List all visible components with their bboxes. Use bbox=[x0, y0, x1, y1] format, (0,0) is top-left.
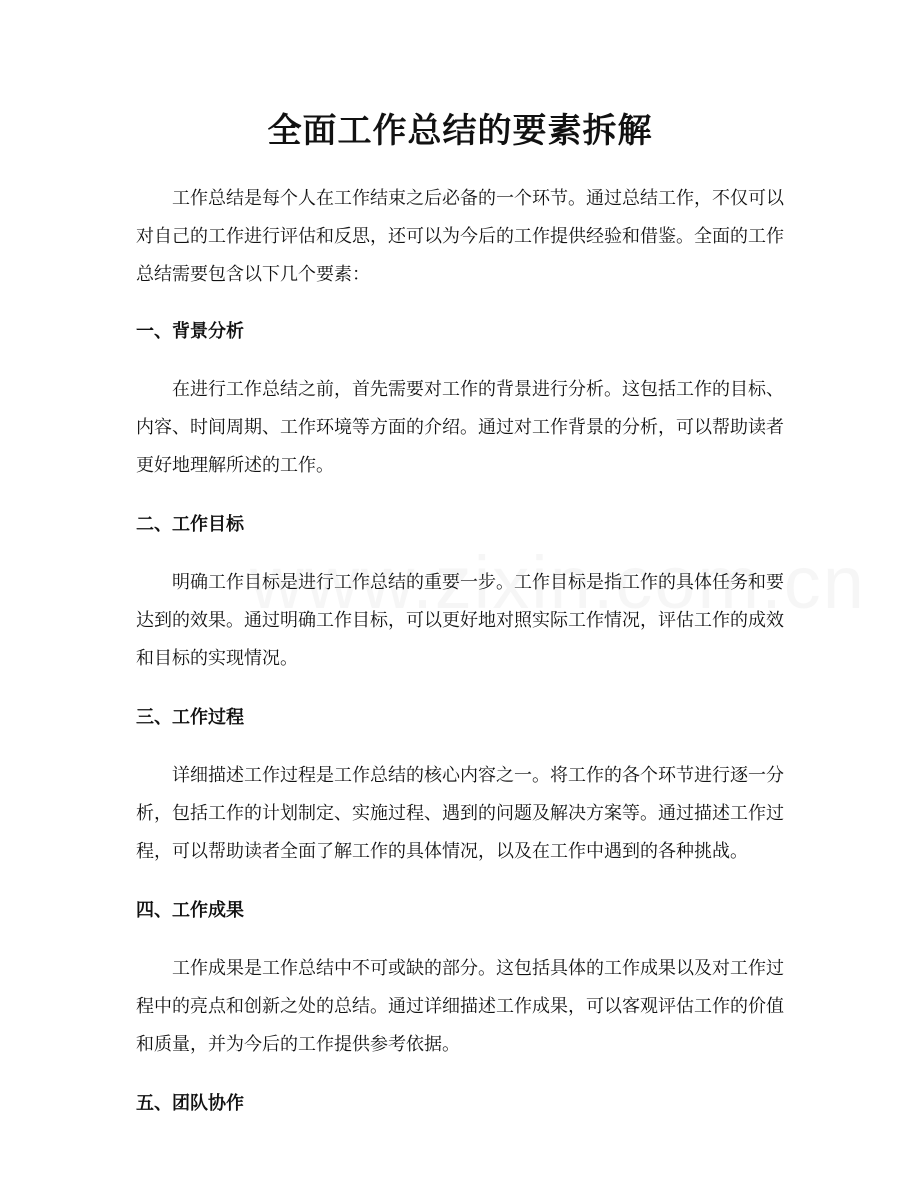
intro-paragraph: 工作总结是每个人在工作结束之后必备的一个环节。通过总结工作，不仅可以对自己的工作进行评估和反思，还可以为今后的工作提供经验和借鉴。全面的工作总结需要包含以下几个要素： bbox=[136, 188, 784, 285]
section-paragraph: 详细描述工作过程是工作总结的核心内容之一。将工作的各个环节进行逐一分析，包括工作的计划制定、实施过程、遇到的问题及解决方案等。通过描述工作过程，可以帮助读者全面了解工作的具体情况，以及在工作中遇到的各种挑战。 bbox=[136, 765, 784, 862]
section-heading: 四、工作成果 bbox=[136, 900, 244, 921]
section-paragraph: 明确工作目标是进行工作总结的重要一步。工作目标是指工作的具体任务和要达到的效果。通过明确工作目标，可以更好地对照实际工作情况，评估工作的成效和目标的实现情况。 bbox=[136, 572, 784, 669]
section-heading: 一、背景分析 bbox=[136, 321, 244, 342]
section-paragraph: 工作成果是工作总结中不可或缺的部分。这包括具体的工作成果以及对工作过程中的亮点和创新之处的总结。通过详细描述工作成果，可以客观评估工作的价值和质量，并为今后的工作提供参考依据。 bbox=[136, 958, 784, 1055]
section-heading: 五、团队协作 bbox=[136, 1093, 244, 1114]
document-title: 全面工作总结的要素拆解 bbox=[267, 111, 653, 151]
section-paragraph: 在进行工作总结之前，首先需要对工作的背景进行分析。这包括工作的目标、内容、时间周期、工作环境等方面的介绍。通过对工作背景的分析，可以帮助读者更好地理解所述的工作。 bbox=[136, 379, 784, 476]
document-body bbox=[136, 180, 784, 1123]
section-heading: 三、工作过程 bbox=[136, 707, 244, 728]
section-heading: 二、工作目标 bbox=[136, 514, 244, 535]
